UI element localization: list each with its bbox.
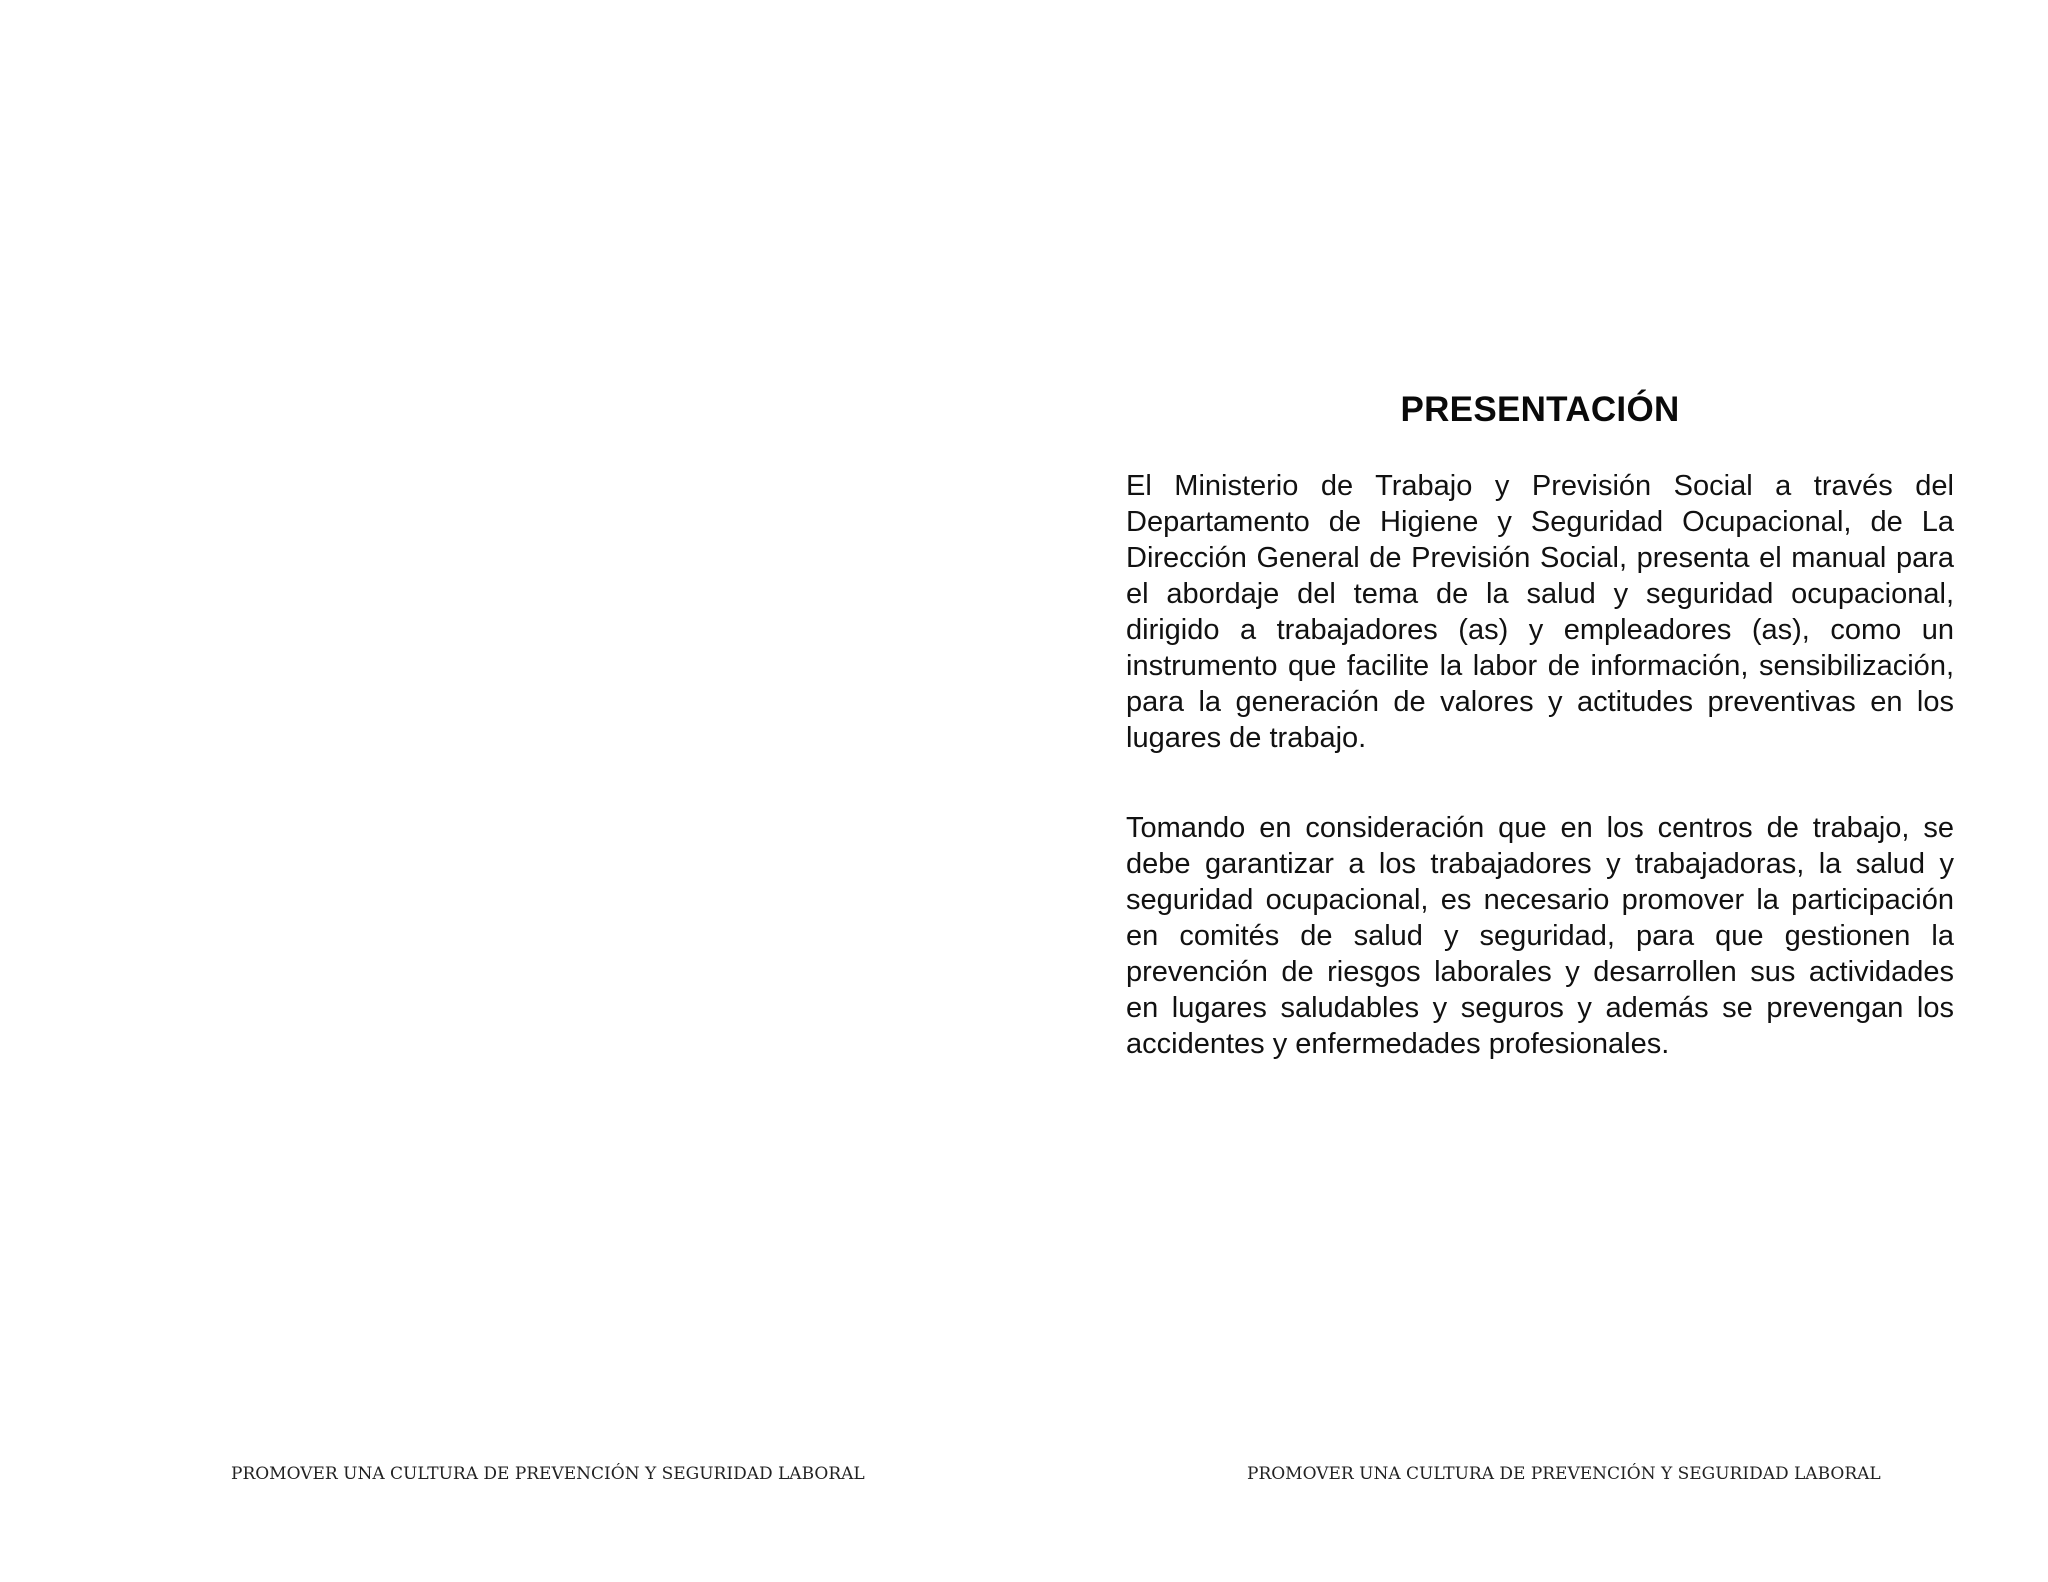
second-paragraph: Tomando en consideración que en los centros de trabajo, se debe garantizar a los trabajadores y trabajadoras, la salud y seguridad ocupacional, es necesario promover la participación en comités de salud y seguridad, para que gestionen la prevención de riesgos laborales y desarrollen sus actividades en lugares saludables y seguros y además se prevengan los accidentes y enfermedades profesionales. xyxy=(1126,812,1954,1060)
right-page xyxy=(1024,0,2048,1582)
right-page-footer: PROMOVER UNA CULTURA DE PREVENCIÓN Y SEGURIDAD LABORAL xyxy=(1247,1464,1881,1484)
left-page-footer: PROMOVER UNA CULTURA DE PREVENCIÓN Y SEGURIDAD LABORAL xyxy=(231,1464,865,1484)
intro-paragraph: El Ministerio de Trabajo y Previsión Social a través del Departamento de Higiene y Seguridad Ocupacional, de La Dirección General de Previsión Social, presenta el manual para el abordaje del tema de la salud y seguridad ocupacional, dirigido a trabajadores (as) y empleadores (as), como un instrumento que facilite la labor de información, sensibilización, para la generación de valores y actitudes preventivas en los lugares de trabajo. xyxy=(1126,470,1954,754)
page-title: PRESENTACIÓN xyxy=(1400,390,1680,429)
